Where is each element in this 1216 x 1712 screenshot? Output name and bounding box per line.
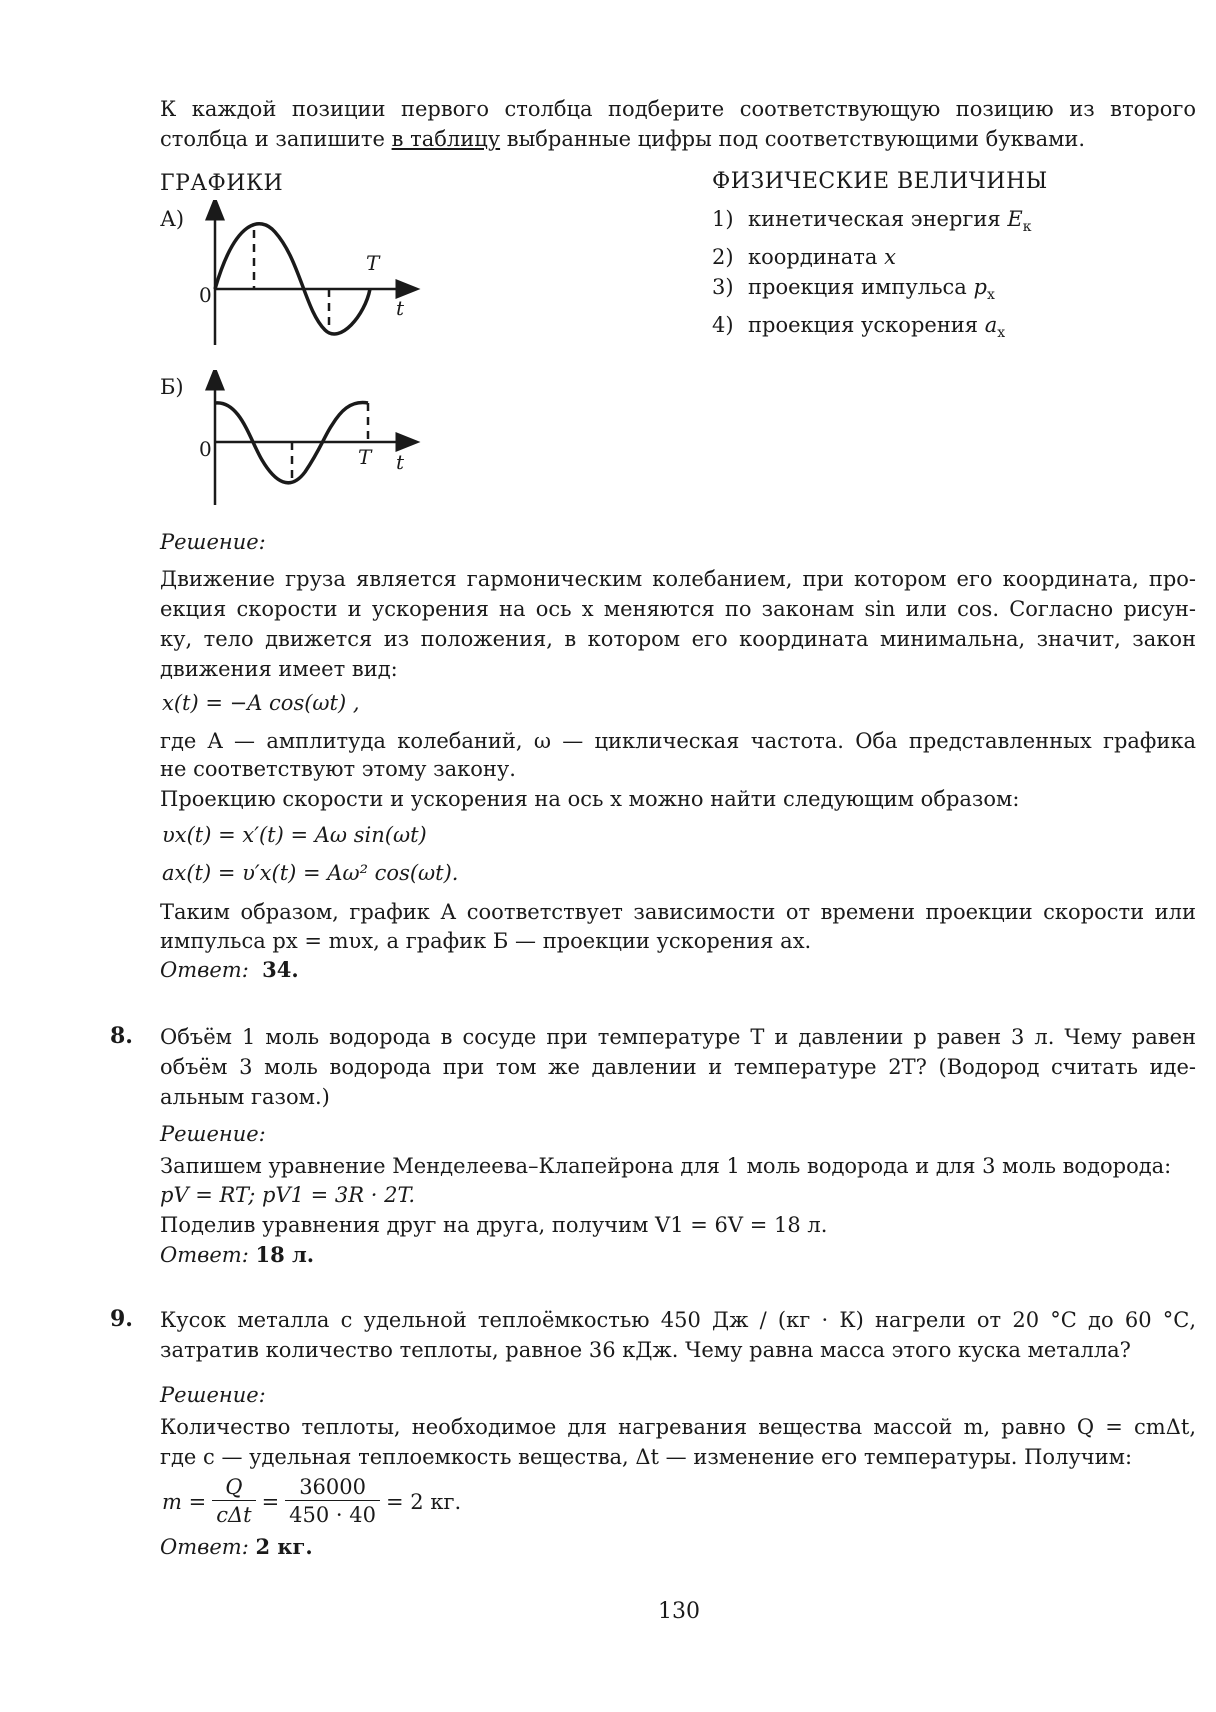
graph-a-label: А) xyxy=(160,207,185,231)
q9-s2: где c — удельная теплоемкость вещества, Δt — изменение его температуры. Получим: xyxy=(160,1445,1133,1469)
fraction-q-over-cdt: $\frac{Q}{\text{cΔt}}$ xyxy=(212,1474,255,1529)
q7-p2-line-1: где A — амплитуда колебаний, ω — циклическая частота. Оба представленных графика xyxy=(160,729,1196,753)
graphs-header: ГРАФИКИ xyxy=(160,171,284,196)
quantities-header: ФИЗИЧЕСКИЕ ВЕЛИЧИНЫ xyxy=(712,169,1048,194)
q9-formula xyxy=(162,1474,461,1529)
quantity-item: 1) кинетическая энергия $E_к$ xyxy=(712,207,1032,236)
graph-a xyxy=(190,200,430,350)
page-number: 130 xyxy=(658,1599,700,1624)
quantity-item: 2) координата x xyxy=(712,245,896,270)
q8-answer xyxy=(160,1240,314,1270)
intro-text: столбца и запишите xyxy=(160,127,392,151)
answer-value: 2 кг. xyxy=(255,1534,313,1559)
quantity-item: 3) проекция импульса $p_x$ xyxy=(712,275,995,304)
q9-answer xyxy=(160,1532,313,1562)
q8-s2: pV = RT; pV1 = 3R · 2T. xyxy=(160,1183,416,1207)
q7-p4-line-2: импульса px = mυx, а график Б — проекции ускорения ax. xyxy=(160,929,812,953)
q8-number: 8. xyxy=(110,1023,133,1049)
q7-solution-label: Решение: xyxy=(160,530,266,554)
graph-b xyxy=(190,370,430,510)
q8-solution-label: Решение: xyxy=(160,1122,266,1146)
intro-line-1: К каждой позиции первого столбца подберите соответствующую позицию из второго xyxy=(160,97,1196,121)
formula-eq: = xyxy=(261,1489,280,1514)
q8-s3: Поделив уравнения друг на друга, получим V1 = 6V = 18 л. xyxy=(160,1213,828,1237)
graph-b-t: t xyxy=(396,450,405,474)
quantity-item: 4) проекция ускорения $a_x$ xyxy=(712,313,1006,342)
answer-value: 34. xyxy=(262,957,299,982)
q7-formula-v: υx(t) = x′(t) = Aω sin(ωt) xyxy=(162,823,427,847)
quantities-list xyxy=(712,204,1031,349)
graph-b-T: T xyxy=(358,445,372,469)
graph-b-label: Б) xyxy=(160,375,184,399)
graph-b-origin: 0 xyxy=(199,437,212,461)
answer-value: 18 л. xyxy=(255,1242,315,1267)
q7-paragraph-1: Движение груза является гармоническим колебанием, при котором его координата, про- екция скорости и ускорения на ось x меняются по законам sin или cos. Согласно рисун- ку, тело движется из положения, в котором его координата минимальна, значит, закон движения имеет вид: xyxy=(160,567,1196,681)
q8-s1: Запишем уравнение Менделеева–Клапейрона для 1 моль водорода и для 3 моль водорода: xyxy=(160,1154,1172,1178)
q9-solution-label: Решение: xyxy=(160,1383,266,1407)
q7-p4-line-1: Таким образом, график А соответствует зависимости от времени проекции скорости или xyxy=(160,900,1196,924)
q9-number: 9. xyxy=(110,1306,133,1332)
formula-result: = 2 кг. xyxy=(386,1489,462,1514)
q8-question: Объём 1 моль водорода в сосуде при температуре T и давлении p равен 3 л. Чему равен объём 3 моль водорода при том же давлении и температуре 2T? (Водород считать иде- альным газом.) xyxy=(160,1025,1196,1109)
intro-text-end: выбранные цифры под соответствующими буквами. xyxy=(500,127,1086,151)
fraction-numbers: $\frac{36000}{450 \cdot 40}$ xyxy=(285,1474,380,1529)
answer-label: Ответ: xyxy=(160,1535,249,1559)
q7-formula-a: ax(t) = υ′x(t) = Aω² cos(ωt). xyxy=(162,861,459,885)
q9-line-2: затратив количество теплоты, равное 36 кДж. Чему равна масса этого куска металла? xyxy=(160,1338,1131,1362)
intro-line-2 xyxy=(160,124,1085,154)
graph-a-t: t xyxy=(396,296,405,320)
answer-label: Ответ: xyxy=(160,958,249,982)
q9-line-1: Кусок металла с удельной теплоёмкостью 450 Дж / (кг · К) нагрели от 20 °С до 60 °С, xyxy=(160,1308,1196,1332)
graph-a-curve xyxy=(215,224,370,334)
q7-answer xyxy=(160,955,299,985)
graph-a-T: T xyxy=(366,251,380,275)
graph-a-origin: 0 xyxy=(199,283,212,307)
formula-m: m = xyxy=(162,1489,207,1514)
table-link[interactable]: в таблицу xyxy=(391,127,501,151)
q7-p3: Проекцию скорости и ускорения на ось x можно найти следующим образом: xyxy=(160,787,1020,811)
q9-s1: Количество теплоты, необходимое для нагревания вещества массой m, равно Q = cmΔt, xyxy=(160,1415,1196,1439)
answer-label: Ответ: xyxy=(160,1243,249,1267)
q7-p2-line-2: не соответствуют этому закону. xyxy=(160,757,516,781)
q7-formula-x: x(t) = −A cos(ωt) , xyxy=(162,691,360,715)
